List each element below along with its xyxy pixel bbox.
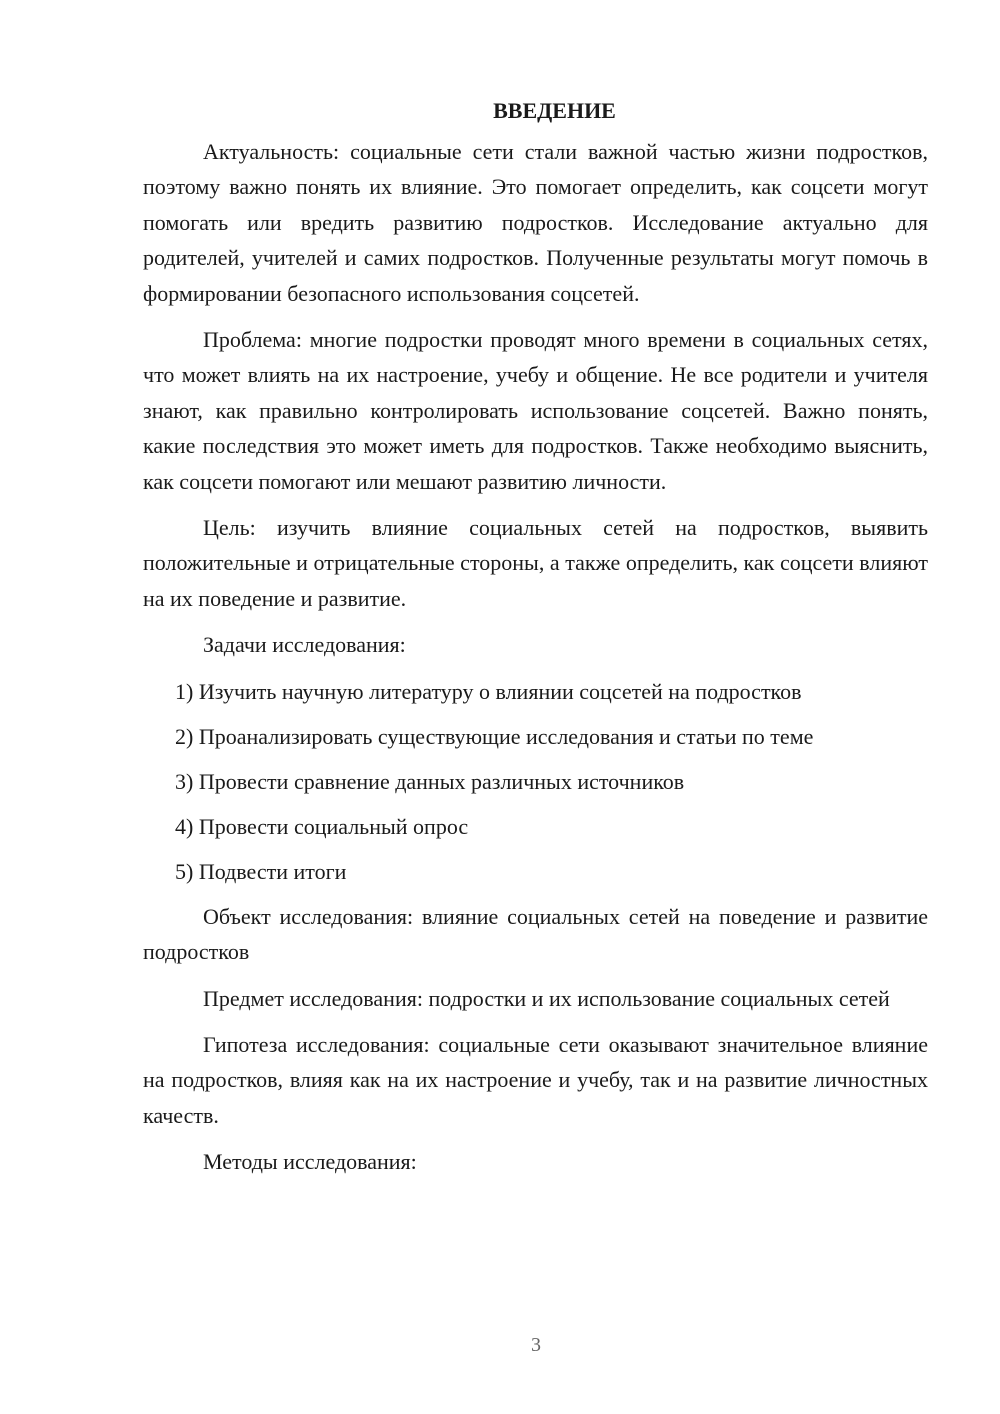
paragraph-object: Объект исследования: влияние социальных сетей на поведение и развитие подростков bbox=[143, 903, 928, 965]
list-item: 1) Изучить научную литературу о влиянии соцсетей на подростков bbox=[175, 678, 802, 704]
paragraph-tasks-title: Задачи исследования: bbox=[203, 632, 406, 658]
page-number: 3 bbox=[531, 1334, 541, 1356]
paragraph-goal: Цель: изучить влияние социальных сетей на подростков, выявить положительные и отрицательные стороны, а также определить, как соцсети влияют на их поведение и развитие. bbox=[143, 515, 928, 611]
paragraph-relevance: Актуальность: социальные сети стали важной частью жизни подростков, поэтому важно понять их влияние. Это помогает определить, как соцсети могут помогать или вредить развитию подростков. Исследование актуально для родителей, учителей и самих подростков. Полученные результаты могут помочь в формировании безопасного использования соцсетей. bbox=[143, 139, 928, 306]
list-item: 3) Провести сравнение данных различных источников bbox=[175, 768, 685, 794]
paragraph-subject: Предмет исследования: подростки и их использование социальных сетей bbox=[203, 985, 890, 1011]
paragraph-methods-title: Методы исследования: bbox=[203, 1149, 417, 1175]
paragraph-hypothesis: Гипотеза исследования: социальные сети оказывают значительное влияние на подростков, влияя как на их настроение и учебу, так и на развитие личностных качеств. bbox=[143, 1031, 928, 1128]
tasks-list bbox=[143, 674, 928, 889]
page-title: ВВЕДЕНИЕ bbox=[493, 98, 616, 123]
list-item: 4) Провести социальный опрос bbox=[175, 813, 469, 839]
paragraph-problem: Проблема: многие подростки проводят много времени в социальных сетях, что может влиять на их настроение, учебу и общение. Не все родители и учителя знают, как правильно контролировать использование соцсетей. Важно понять, какие последствия это может иметь для подростков. Также необходимо выяснить, как соцсети помогают или мешают развитию личности. bbox=[143, 327, 928, 494]
list-item: 5) Подвести итоги bbox=[175, 858, 347, 884]
list-item: 2) Проанализировать существующие исследования и статьи по теме bbox=[175, 723, 814, 749]
